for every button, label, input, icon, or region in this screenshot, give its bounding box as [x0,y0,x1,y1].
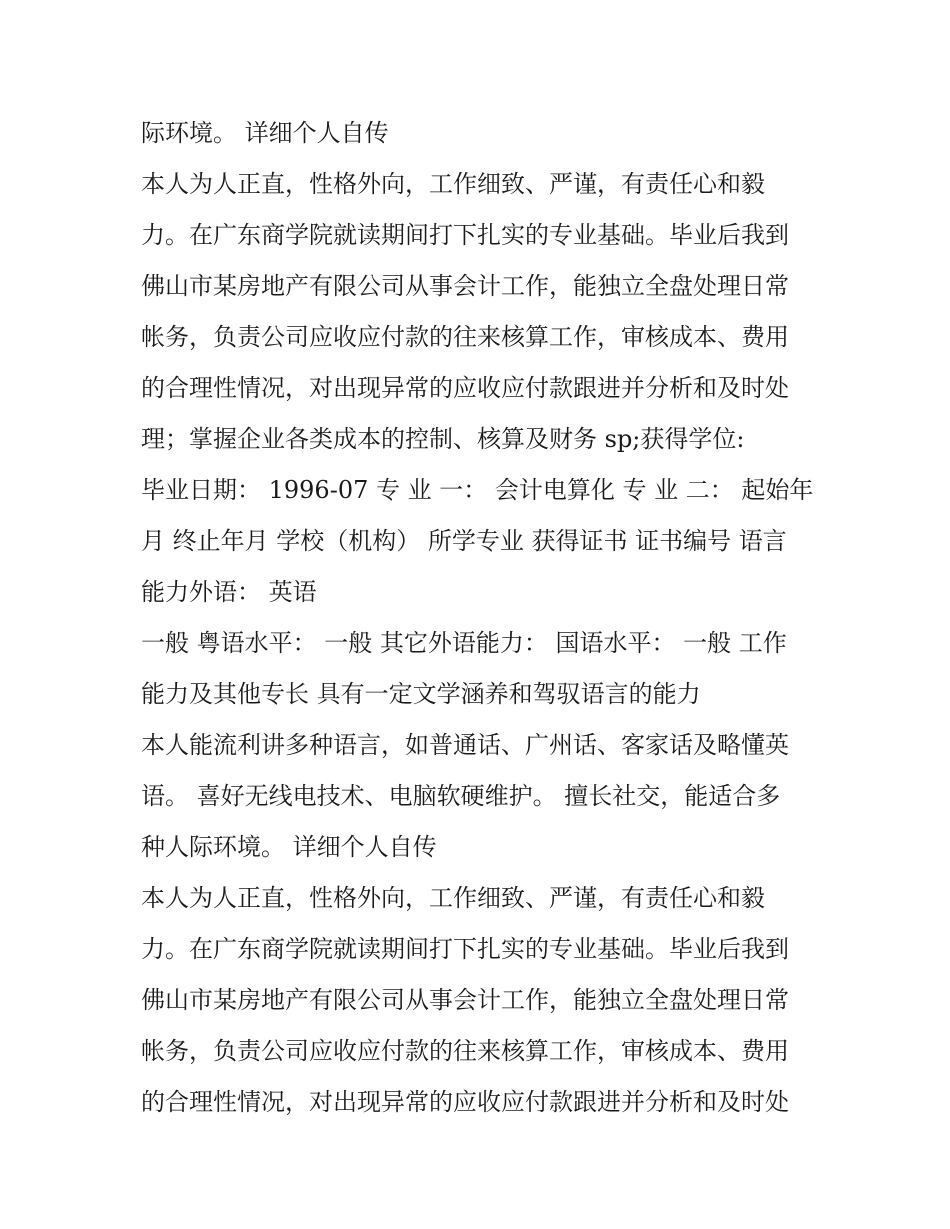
text-line: 帐务，负责公司应收应付款的往来核算工作，审核成本、费用 [141,323,789,351]
text-line: 佛山市某房地产有限公司从事会计工作，能独立全盘处理日常 [141,986,789,1014]
text-line: 种人际环境。 详细个人自传 [141,833,437,861]
text-line: 际环境。 详细个人自传 [141,119,389,147]
text-line: 月 终止年月 学校（机构） 所学专业 获得证书 证书编号 语言 [141,527,787,555]
text-line: 语。 喜好无线电技术、电脑软硬维护。 擅长社交，能适合多 [141,782,781,810]
text-line: 佛山市某房地产有限公司从事会计工作，能独立全盘处理日常 [141,272,789,300]
text-line: 一般 粤语水平： 一般 其它外语能力： 国语水平： 一般 工作 [141,629,787,657]
text-line: 本人为人正直，性格外向，工作细致、严谨，有责任心和毅 [141,170,765,198]
text-line: 毕业日期： 1996-07 专 业 一： 会计电算化 专 业 二： 起始年 [141,476,814,504]
text-line: 的合理性情况，对出现异常的应收应付款跟进并分析和及时处 [141,1088,789,1116]
document-body [141,108,821,1128]
text-line: 的合理性情况，对出现异常的应收应付款跟进并分析和及时处 [141,374,789,402]
text-line: 能力及其他专长 具有一定文学涵养和驾驭语言的能力 [141,680,701,708]
text-line: 理；掌握企业各类成本的控制、核算及财务 sp;获得学位: [141,425,745,453]
text-line: 能力外语： 英语 [141,578,317,606]
text-line: 本人为人正直，性格外向，工作细致、严谨，有责任心和毅 [141,884,765,912]
text-line: 力。在广东商学院就读期间打下扎实的专业基础。毕业后我到 [141,935,789,963]
text-line: 帐务，负责公司应收应付款的往来核算工作，审核成本、费用 [141,1037,789,1065]
text-line: 本人能流利讲多种语言，如普通话、广州话、客家话及略懂英 [141,731,789,759]
text-line: 力。在广东商学院就读期间打下扎实的专业基础。毕业后我到 [141,221,789,249]
